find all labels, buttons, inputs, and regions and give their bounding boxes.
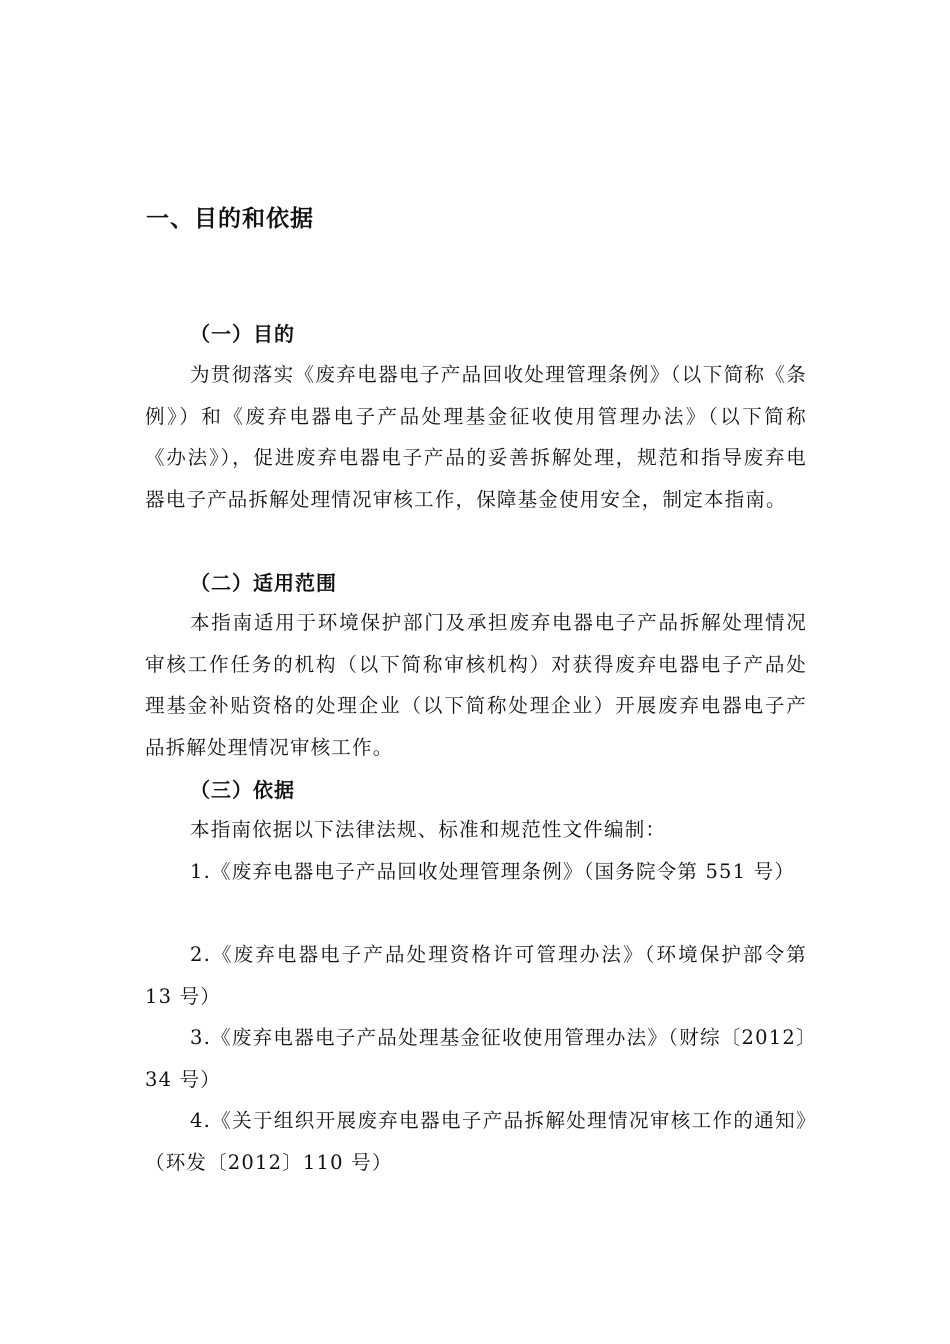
reference-item-4: 4.《关于组织开展废弃电器电子产品拆解处理情况审核工作的通知》（环发〔2012〕110 号） bbox=[145, 1109, 807, 1174]
reference-item-2: 2.《废弃电器电子产品处理资格许可管理办法》（环境保护部令第 13 号） bbox=[145, 943, 807, 1008]
paragraph-scope: 本指南适用于环境保护部门及承担废弃电器电子产品拆解处理情况审核工作任务的机构（以下简称审核机构）对获得废弃电器电子产品处理基金补贴资格的处理企业（以下简称处理企业）开展废弃电器电子产品拆解处理情况审核工作。 bbox=[145, 611, 807, 759]
paragraph-basis-intro: 本指南依据以下法律法规、标准和规范性文件编制： bbox=[190, 818, 667, 841]
subsection-heading-scope: （二）适用范围 bbox=[190, 571, 337, 595]
section-title: 一、目的和依据 bbox=[146, 206, 314, 232]
reference-item-3: 3.《废弃电器电子产品处理基金征收使用管理办法》（财综〔2012〕34 号） bbox=[145, 1026, 807, 1091]
reference-item-1: 1.《废弃电器电子产品回收处理管理条例》（国务院令第 551 号） bbox=[190, 860, 796, 883]
subsection-heading-purpose: （一）目的 bbox=[190, 322, 295, 346]
subsection-heading-basis: （三）依据 bbox=[190, 778, 295, 802]
paragraph-purpose: 为贯彻落实《废弃电器电子产品回收处理管理条例》（以下简称《条例》）和《废弃电器电子产品处理基金征收使用管理办法》（以下简称《办法》），促进废弃电器电子产品的妥善拆解处理，规范和指导废弃电器电子产品拆解处理情况审核工作，保障基金使用安全，制定本指南。 bbox=[145, 363, 807, 511]
